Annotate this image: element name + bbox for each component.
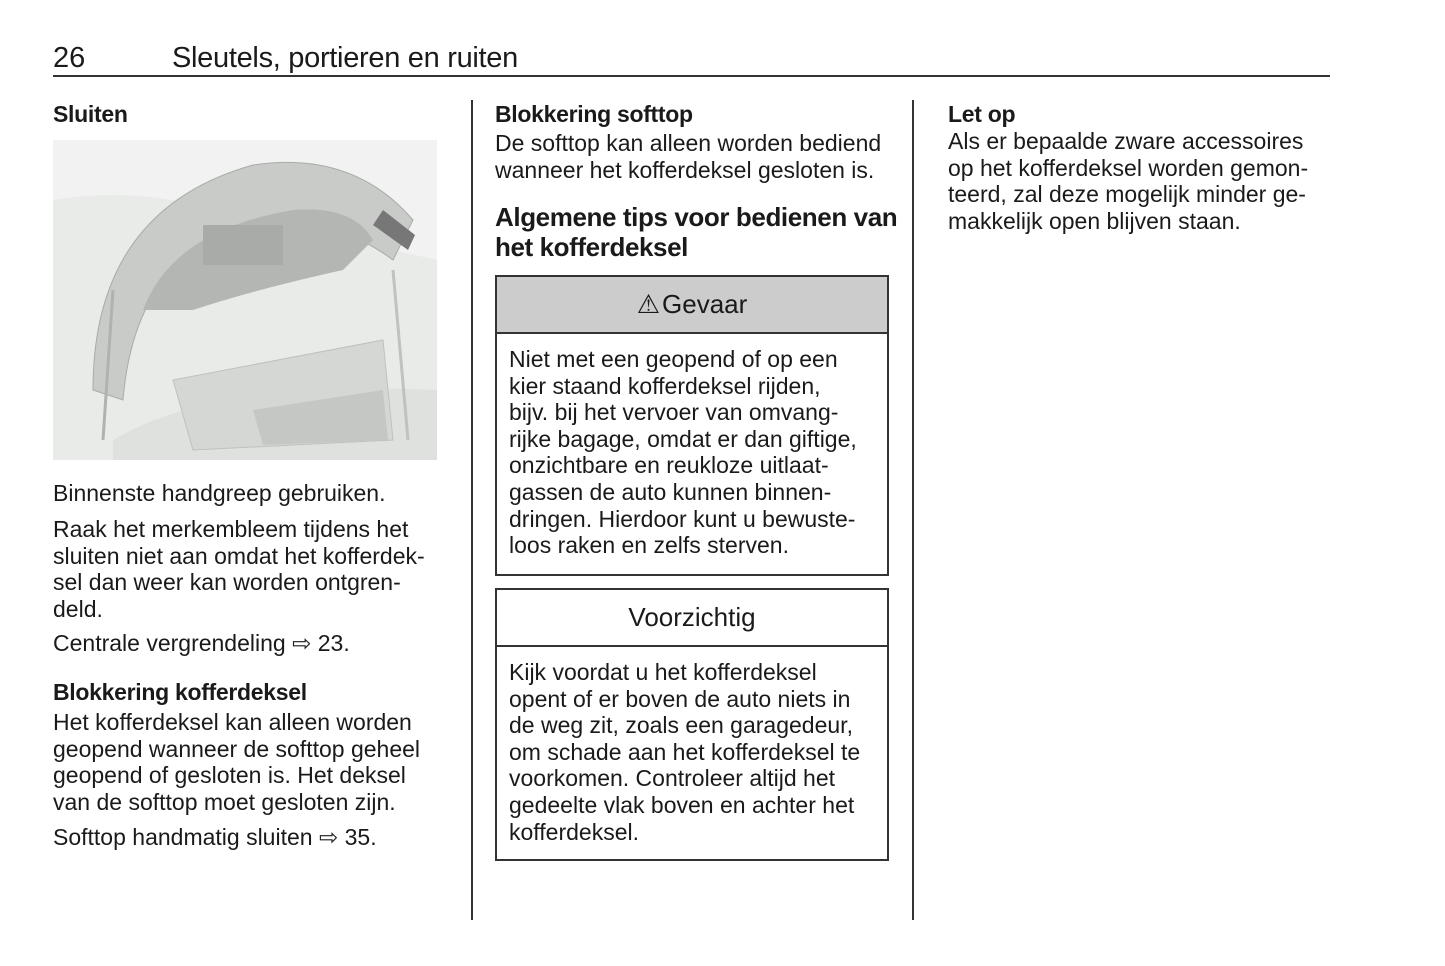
subheading: Blokkering softtop <box>495 101 693 127</box>
cross-reference <box>53 630 350 657</box>
warning-triangle-icon: ⚠ <box>636 289 661 319</box>
paragraph: Het kofferdeksel kan alleen worden geopend wanneer de softtop geheel geopend of gesloten is. Het deksel van de softtop moet gesloten zijn. <box>53 709 421 815</box>
danger-body: Niet met een geopend of op een kier staand kofferdeksel rijden, bijv. bij het vervoer van omvang- rijke bagage, omdat er dan giftige, onzichtbare en reukloze uitlaat- gassen de auto kunnen binnen- dringen. Hierdoor kunt u bewuste- loos raken en zelfs sterven. <box>509 346 857 559</box>
caution-body: Kijk voordat u het kofferdeksel opent of er boven de auto niets in de weg zit, zoals een garagedeur, om schade aan het kofferdeksel te voorkomen. Controleer altijd het gedeelte vlak boven en achter het kofferdeksel. <box>509 659 861 845</box>
danger-header <box>497 277 887 334</box>
page-ref-arrow-icon: ⇨ <box>318 824 339 850</box>
reference-text: Centrale vergrendeling <box>53 630 286 656</box>
paragraph: Binnenste handgreep gebruiken. <box>53 480 386 506</box>
subheading: Let op <box>948 101 1016 127</box>
column-divider <box>912 100 914 920</box>
chapter-title: Sleutels, portieren en ruiten <box>172 42 518 74</box>
cross-reference <box>53 824 377 851</box>
paragraph: Raak het merkembleem tijdens het sluiten niet aan omdat het kofferdek- sel dan weer kan worden ontgren- deld. <box>53 516 425 622</box>
reference-text: Softtop handmatig sluiten <box>53 824 313 850</box>
paragraph: Als er bepaalde zware accessoires op het kofferdeksel worden gemon- teerd, zal deze mogelijk minder ge- makkelijk open blijven staan. <box>948 128 1309 234</box>
paragraph: De softtop kan alleen worden bediend wanneer het kofferdeksel gesloten is. <box>495 130 882 183</box>
column-divider <box>471 100 473 920</box>
page-number: 26 <box>53 42 86 74</box>
page-ref-arrow-icon: ⇨ <box>292 630 312 656</box>
caution-title: Voorzichtig <box>628 602 756 632</box>
caution-box <box>495 588 889 861</box>
caution-header <box>497 590 887 647</box>
section-heading: Sluiten <box>53 101 128 127</box>
danger-title: Gevaar <box>662 289 748 319</box>
danger-box <box>495 275 889 576</box>
subheading: Blokkering kofferdeksel <box>53 679 307 705</box>
reference-page[interactable]: 23. <box>317 630 350 656</box>
open-trunk-lid-illustration <box>53 140 437 460</box>
section-heading: Algemene tips voor bedienen van het kofferdeksel <box>495 202 898 262</box>
reference-page[interactable]: 35. <box>344 824 377 850</box>
header-rule <box>53 75 1330 77</box>
